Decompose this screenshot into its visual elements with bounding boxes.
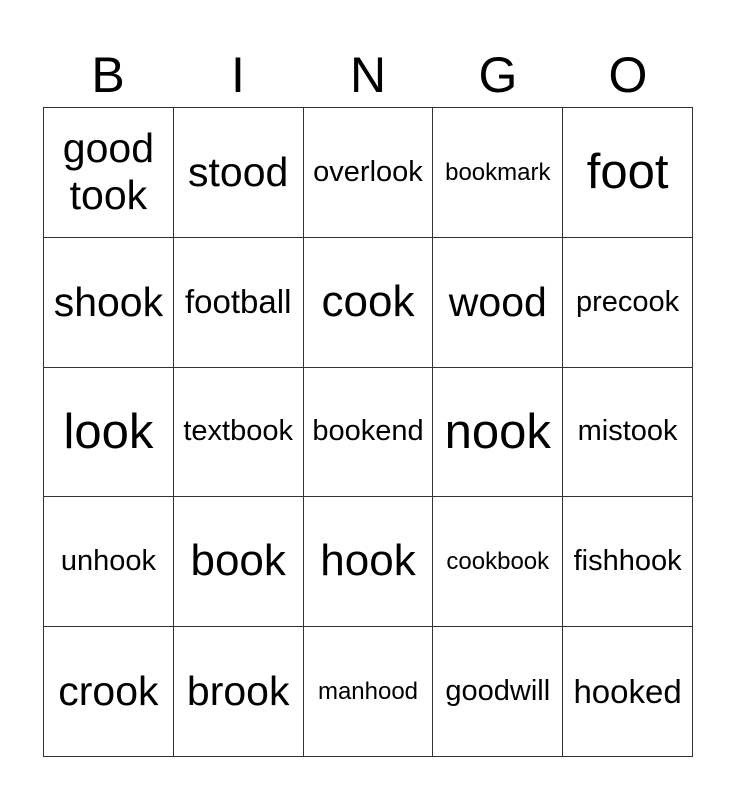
cell-word: fishhook xyxy=(573,545,682,578)
bingo-cell[interactable] xyxy=(174,497,304,627)
bingo-cell[interactable] xyxy=(44,108,174,238)
cell-word: mistook xyxy=(577,415,678,448)
cell-word: nook xyxy=(444,404,551,459)
bingo-header xyxy=(43,45,693,105)
cell-word: hook xyxy=(320,536,416,586)
bingo-cell[interactable] xyxy=(563,238,693,368)
bingo-cell[interactable] xyxy=(433,368,563,498)
bingo-cell[interactable] xyxy=(563,368,693,498)
cell-word: hooked xyxy=(573,672,682,710)
header-letter-n: N xyxy=(349,47,387,103)
cell-word: overlook xyxy=(313,155,423,188)
cell-word: stood xyxy=(188,148,289,195)
bingo-cell[interactable] xyxy=(563,627,693,757)
bingo-board xyxy=(43,107,693,757)
cell-word: foot xyxy=(586,145,669,200)
bingo-cell[interactable] xyxy=(433,238,563,368)
cell-word: brook xyxy=(186,668,290,715)
cell-word: look xyxy=(63,404,154,459)
bingo-cell[interactable] xyxy=(304,238,434,368)
bingo-cell[interactable] xyxy=(433,497,563,627)
cell-word: textbook xyxy=(183,415,294,448)
cell-word: crook xyxy=(58,668,159,715)
bingo-cell[interactable] xyxy=(433,108,563,238)
bingo-cell[interactable] xyxy=(304,497,434,627)
bingo-cell[interactable] xyxy=(44,497,174,627)
bingo-cell[interactable] xyxy=(44,238,174,368)
bingo-cell[interactable] xyxy=(44,627,174,757)
header-letter-o: O xyxy=(608,47,648,103)
bingo-cell[interactable] xyxy=(174,108,304,238)
cell-word: goodwill xyxy=(445,674,551,707)
bingo-cell[interactable] xyxy=(563,108,693,238)
cell-word: unhook xyxy=(60,545,156,578)
bingo-cell[interactable] xyxy=(304,627,434,757)
cell-word: manhood xyxy=(317,677,419,705)
bingo-cell[interactable] xyxy=(563,497,693,627)
cell-word: book xyxy=(190,536,286,586)
bingo-cell[interactable] xyxy=(174,238,304,368)
cell-word: precook xyxy=(576,285,680,318)
bingo-cell[interactable] xyxy=(304,368,434,498)
cell-word: football xyxy=(184,283,292,321)
bingo-cell[interactable] xyxy=(174,368,304,498)
bingo-cell[interactable] xyxy=(44,368,174,498)
cell-word: cookbook xyxy=(446,547,550,575)
bingo-cell[interactable] xyxy=(433,627,563,757)
cell-word: good took xyxy=(62,125,154,219)
header-letter-g: G xyxy=(478,47,518,103)
cell-word: bookmark xyxy=(445,158,551,186)
bingo-cell[interactable] xyxy=(174,627,304,757)
cell-word: cook xyxy=(321,276,415,326)
header-letter-i: I xyxy=(231,47,245,103)
cell-word: wood xyxy=(448,278,547,325)
header-letter-b: B xyxy=(91,47,125,103)
cell-word: shook xyxy=(53,278,164,325)
bingo-cell[interactable] xyxy=(304,108,434,238)
cell-word: bookend xyxy=(312,415,424,448)
